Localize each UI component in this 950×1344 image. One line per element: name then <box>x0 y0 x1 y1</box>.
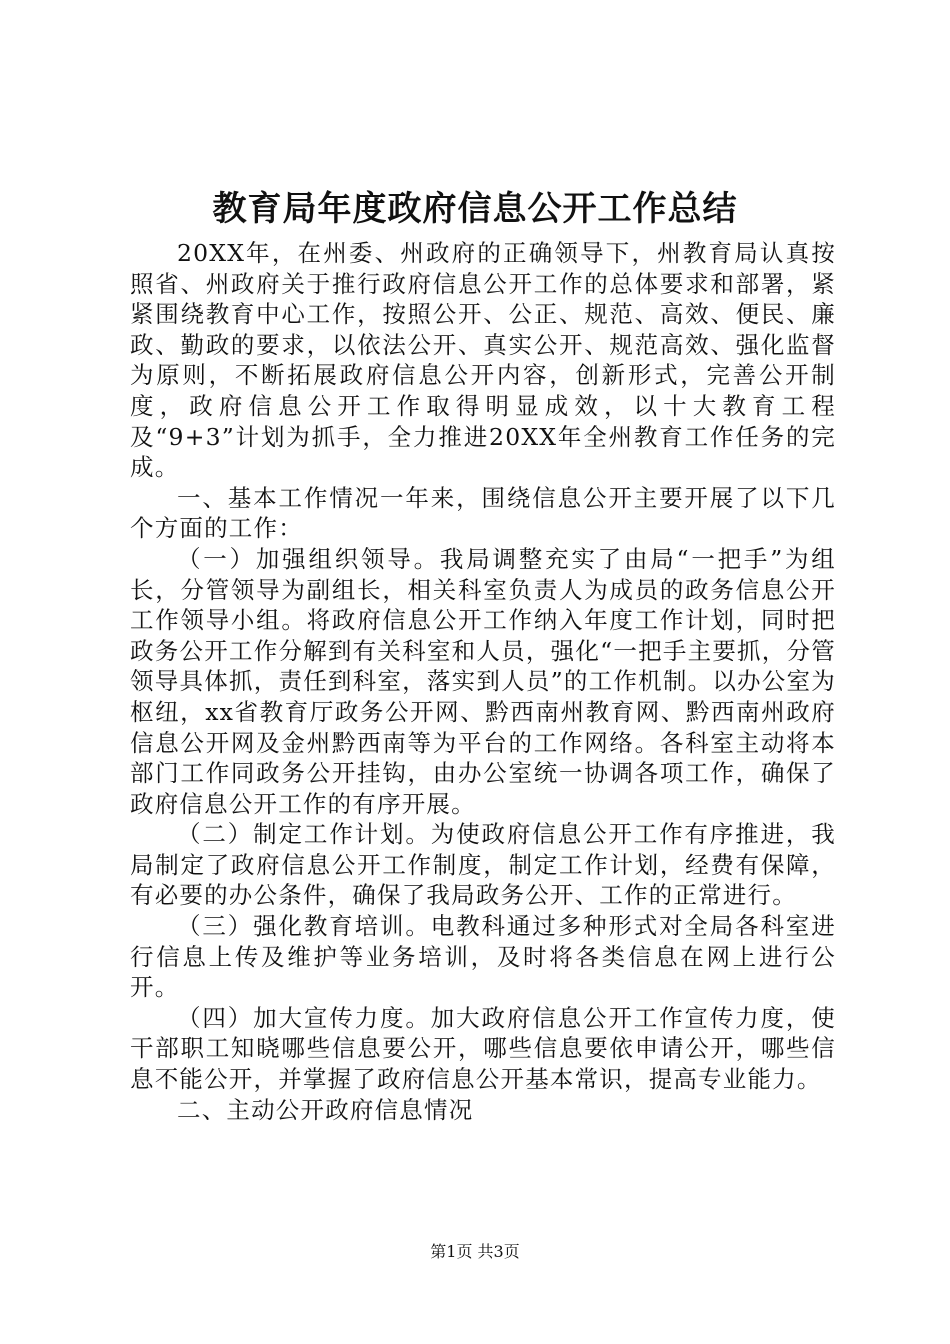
paragraph-item-3: （三）强化教育培训。电教科通过多种形式对全局各科室进行信息上传及维护等业务培训，及时将各类信息在网上进行公开。 <box>130 912 836 1002</box>
document-title: 教育局年度政府信息公开工作总结 <box>212 189 738 229</box>
paragraph-section-1-heading: 一、基本工作情况一年来，围绕信息公开主要开展了以下几个方面的工作： <box>130 483 836 543</box>
page-number-footer: 第1页 共3页 <box>430 1242 520 1261</box>
document-body <box>130 238 836 1125</box>
paragraph-section-2-heading: 二、主动公开政府信息情况 <box>177 1095 474 1124</box>
paragraph-item-2: （二）制定工作计划。为使政府信息公开工作有序推进，我局制定了政府信息公开工作制度，制定工作计划，经费有保障，有必要的办公条件，确保了我局政务公开、工作的正常进行。 <box>130 820 836 910</box>
paragraph-intro: 20XX年，在州委、州政府的正确领导下，州教育局认真按照省、州政府关于推行政府信息公开工作的总体要求和部署，紧紧围绕教育中心工作，按照公开、公正、规范、高效、便民、廉政、勤政的要求，以依法公开、真实公开、规范高效、强化监督为原则，不断拓展政府信息公开内容，创新形式，完善公开制度，政府信息公开工作取得明显成效，以十大教育工程及“9+3”计划为抓手，全力推进20XX年全州教育工作任务的完成。 <box>130 239 836 482</box>
paragraph-item-4: （四）加大宣传力度。加大政府信息公开工作宣传力度，使干部职工知晓哪些信息要公开，哪些信息要依申请公开，哪些信息不能公开，并掌握了政府信息公开基本常识，提高专业能力。 <box>130 1003 836 1094</box>
paragraph-item-1: （一）加强组织领导。我局调整充实了由局“一把手”为组长，分管领导为副组长，相关科室负责人为成员的政务信息公开工作领导小组。将政府信息公开工作纳入年度工作计划，同时把政务公开工作分解到有关科室和人员，强化“一把手主要抓，分管领导具体抓，责任到科室，落实到人员”的工作机制。以办公室为枢纽，xx省教育厅政务公开网、黔西南州教育网、黔西南州政府信息公开网及金州黔西南等为平台的工作网络。各科室主动将本部门工作同政务公开挂钩，由办公室统一协调各项工作，确保了政府信息公开工作的有序开展。 <box>130 544 836 818</box>
